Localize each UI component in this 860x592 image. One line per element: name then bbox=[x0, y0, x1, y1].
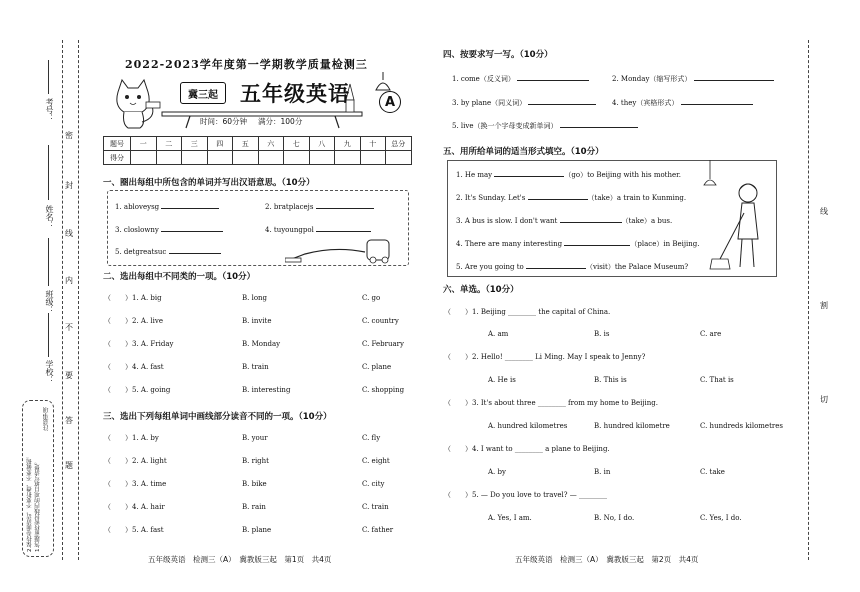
fold-text-7: 答 bbox=[65, 416, 73, 425]
score-input[interactable] bbox=[233, 151, 259, 165]
fold-text-3: 线 bbox=[65, 229, 73, 238]
s6-q5-c: C. Yes, I do. bbox=[700, 514, 742, 522]
score-cell: 总分 bbox=[386, 137, 412, 151]
s1-item-5: 5. detgreatsuc bbox=[115, 247, 221, 256]
s4-item-5: 5. live（换一个字母变成新单词） bbox=[452, 121, 638, 130]
score-cell: 十 bbox=[360, 137, 386, 151]
s3-item-4-b: B. rain bbox=[242, 503, 266, 511]
score-cell: 八 bbox=[309, 137, 335, 151]
answer-blank[interactable] bbox=[560, 121, 638, 128]
vacuum-illustration bbox=[285, 234, 405, 264]
s6-q2[interactable]: （ ）2. Hello! ________ Li Ming. May I speak to Jenny? bbox=[444, 353, 646, 361]
s2-item-4-b: B. train bbox=[242, 363, 269, 371]
notes-line-2: 2.保持卷面清洁，不要折叠、不要破损。 bbox=[27, 453, 33, 552]
notes-line-1: 1.答题前将密封线内的项目填写清楚。 bbox=[35, 458, 41, 552]
fold-text-2: 封 bbox=[65, 181, 73, 190]
s2-item-1-b: B. long bbox=[242, 294, 268, 302]
answer-blank[interactable] bbox=[494, 170, 564, 177]
answer-blank[interactable] bbox=[560, 216, 622, 223]
s5-item-5: 5. Are you going to （visit）the Palace Museum? bbox=[456, 263, 689, 271]
s3-item-3-c: C. city bbox=[362, 480, 385, 488]
score-input[interactable] bbox=[335, 151, 361, 165]
s1-item-2: 2. bratplacejs bbox=[265, 202, 374, 211]
answer-blank[interactable] bbox=[161, 202, 219, 209]
score-input[interactable] bbox=[258, 151, 284, 165]
s1-item-4: 4. tuyoungpol bbox=[265, 225, 371, 234]
s4-item-1: 1. come（反义词） bbox=[452, 74, 589, 83]
s2-item-1-a[interactable]: （ ）1. A. big bbox=[104, 294, 162, 302]
cut-text-3: 切 bbox=[820, 395, 828, 404]
s6-q1-c: C. are bbox=[700, 330, 722, 338]
section-3-title: 三、选出下列每组单词中画线部分读音不同的一项。（10分） bbox=[103, 412, 332, 422]
s2-item-2-b: B. invite bbox=[242, 317, 272, 325]
s5-item-2: 2. It's Sunday. Let's （take）a train to Kunming. bbox=[456, 194, 687, 202]
school-label: 学校： bbox=[45, 360, 54, 384]
s6-q4-b: B. in bbox=[594, 468, 611, 476]
notes-box bbox=[22, 400, 54, 557]
answer-blank[interactable] bbox=[564, 239, 630, 246]
fold-text-4: 内 bbox=[65, 276, 73, 285]
s2-item-4-a[interactable]: （ ）4. A. fast bbox=[104, 363, 164, 371]
s3-item-2-c: C. eight bbox=[362, 457, 390, 465]
s3-item-2-a[interactable]: （ ）2. A. light bbox=[104, 457, 167, 465]
answer-blank[interactable] bbox=[526, 262, 586, 269]
s3-item-4-c: C. train bbox=[362, 503, 389, 511]
fold-text-1: 密 bbox=[65, 131, 73, 140]
cut-line bbox=[808, 40, 809, 560]
s6-q2-b: B. This is bbox=[594, 376, 627, 384]
answer-blank[interactable] bbox=[528, 193, 588, 200]
score-table-score-row bbox=[104, 151, 412, 165]
s6-q5-a: A. Yes, I am. bbox=[488, 514, 532, 522]
score-input[interactable] bbox=[284, 151, 310, 165]
cat-illustration bbox=[108, 72, 163, 132]
subject-title: 五年级英语 bbox=[240, 82, 350, 106]
s6-q1-a: A. am bbox=[488, 330, 509, 338]
s2-item-3-b: B. Monday bbox=[242, 340, 281, 348]
fold-text-6: 要 bbox=[65, 371, 73, 380]
version-letter: A bbox=[384, 94, 396, 110]
s3-item-3-a[interactable]: （ ）3. A. time bbox=[104, 480, 167, 488]
section-4-title: 四、按要求写一写。（10分） bbox=[443, 50, 553, 60]
score-cell: 得分 bbox=[104, 151, 131, 165]
s6-q4-c: C. take bbox=[700, 468, 725, 476]
score-table-header-row bbox=[104, 137, 412, 151]
s4-item-4: 4. they（宾格形式） bbox=[612, 98, 753, 107]
section-2-title: 二、选出每组中不同类的一项。（10分） bbox=[103, 272, 256, 282]
edition-badge bbox=[180, 82, 226, 104]
exam-title: 2022-2023学年度第一学期教学质量检测三 bbox=[125, 58, 368, 71]
score-cell: 二 bbox=[156, 137, 182, 151]
answer-blank[interactable] bbox=[517, 74, 589, 81]
s6-q1-b: B. is bbox=[594, 330, 610, 338]
answer-blank[interactable] bbox=[169, 247, 221, 254]
section-5-title: 五、用所给单词的适当形式填空。（10分） bbox=[443, 147, 604, 157]
fold-line-inner bbox=[78, 40, 79, 560]
answer-blank[interactable] bbox=[694, 74, 774, 81]
score-table bbox=[103, 136, 412, 165]
s5-item-4: 4. There are many interesting （place）in Beijing. bbox=[456, 240, 700, 248]
s2-item-2-a[interactable]: （ ）2. A. live bbox=[104, 317, 163, 325]
s6-q4-a: A. by bbox=[488, 468, 506, 476]
answer-blank[interactable] bbox=[316, 202, 374, 209]
s3-item-1-b: B. your bbox=[242, 434, 268, 442]
s2-item-5-c: C. shopping bbox=[362, 386, 405, 394]
score-input[interactable] bbox=[360, 151, 386, 165]
section-1-title: 一、圈出每组中所包含的单词并写出汉语意思。（10分） bbox=[103, 178, 315, 188]
school-field[interactable] bbox=[48, 313, 49, 357]
exam-time: 时间：60分钟 bbox=[200, 117, 248, 126]
exam-number-label: 考号： bbox=[45, 98, 54, 122]
name-label: 姓名： bbox=[45, 205, 54, 229]
s3-item-5-a[interactable]: （ ）5. A. fast bbox=[104, 526, 164, 534]
s6-q2-c: C. That is bbox=[700, 376, 734, 384]
s6-q5[interactable]: （ ）5. — Do you love to travel? — ________ bbox=[444, 491, 607, 499]
score-cell: 三 bbox=[182, 137, 208, 151]
s6-q4[interactable]: （ ）4. I want to ________ a plane to Beijing. bbox=[444, 445, 610, 453]
s2-item-4-c: C. plane bbox=[362, 363, 392, 371]
edition-badge-text: 冀三起 bbox=[188, 89, 218, 101]
s5-item-3: 3. A bus is slow. I don't want （take）a bus. bbox=[456, 217, 673, 225]
class-label: 班级： bbox=[45, 290, 54, 314]
score-cell: 题号 bbox=[104, 137, 131, 151]
score-input[interactable] bbox=[386, 151, 412, 165]
s1-item-1: 1. abloveysg bbox=[115, 202, 219, 211]
s6-q3-c: C. hundreds kilometres bbox=[700, 422, 783, 430]
s2-item-5-a[interactable]: （ ）5. A. going bbox=[104, 386, 171, 394]
s6-q5-b: B. No, I do. bbox=[594, 514, 635, 522]
s3-item-2-b: B. right bbox=[242, 457, 269, 465]
answer-blank[interactable] bbox=[681, 98, 753, 105]
score-input[interactable] bbox=[131, 151, 157, 165]
s5-item-1: 1. He may （go）to Beijing with his mother. bbox=[456, 171, 681, 179]
girl-mopping-illustration bbox=[690, 155, 780, 275]
exam-number-field[interactable] bbox=[48, 60, 49, 94]
score-input[interactable] bbox=[207, 151, 233, 165]
sidebar bbox=[0, 0, 95, 592]
score-input[interactable] bbox=[309, 151, 335, 165]
s4-item-2: 2. Monday（缩写形式） bbox=[612, 74, 774, 83]
s6-q3-b: B. hundred kilometre bbox=[594, 422, 670, 430]
score-cell: 六 bbox=[258, 137, 284, 151]
s1-item-3: 3. closlowny bbox=[115, 225, 223, 234]
s2-item-1-c: C. go bbox=[362, 294, 381, 302]
s3-item-4-a[interactable]: （ ）4. A. hair bbox=[104, 503, 165, 511]
s3-item-5-c: C. father bbox=[362, 526, 394, 534]
s3-item-5-b: B. plane bbox=[242, 526, 272, 534]
score-input[interactable] bbox=[156, 151, 182, 165]
s6-q2-a: A. He is bbox=[488, 376, 516, 384]
s2-item-3-a[interactable]: （ ）3. A. Friday bbox=[104, 340, 174, 348]
footer-right: 五年级英语 检测三（A） 冀教版三起 第2页 共4页 bbox=[515, 555, 699, 564]
s6-q3[interactable]: （ ）3. It's about three ________ from my home to Beijing. bbox=[444, 399, 659, 407]
fold-text-5: 不 bbox=[65, 323, 73, 332]
s3-item-1-a[interactable]: （ ）1. A. by bbox=[104, 434, 159, 442]
s2-item-3-c: C. February bbox=[362, 340, 404, 348]
score-cell: 一 bbox=[131, 137, 157, 151]
score-cell: 四 bbox=[207, 137, 233, 151]
score-cell: 五 bbox=[233, 137, 259, 151]
class-field[interactable] bbox=[48, 238, 49, 286]
name-field[interactable] bbox=[48, 145, 49, 200]
score-cell: 九 bbox=[335, 137, 361, 151]
s3-item-1-c: C. fly bbox=[362, 434, 381, 442]
s2-item-5-b: B. interesting bbox=[242, 386, 291, 394]
s6-q3-a: A. hundred kilometres bbox=[488, 422, 568, 430]
section-6-title: 六、单选。（10分） bbox=[443, 285, 519, 295]
s3-item-3-b: B. bike bbox=[242, 480, 267, 488]
notes-title: 注意事项 bbox=[43, 407, 50, 431]
answer-blank[interactable] bbox=[316, 225, 371, 232]
full-score: 满分：100分 bbox=[258, 117, 303, 126]
footer-left: 五年级英语 检测三（A） 冀教版三起 第1页 共4页 bbox=[148, 555, 332, 564]
score-cell: 七 bbox=[284, 137, 310, 151]
fold-line-outer bbox=[62, 40, 63, 560]
s4-item-3: 3. by plane（同义词） bbox=[452, 98, 596, 107]
s6-q1[interactable]: （ ）1. Beijing ________ the capital of China. bbox=[444, 308, 611, 316]
answer-blank[interactable] bbox=[161, 225, 223, 232]
answer-blank[interactable] bbox=[528, 98, 596, 105]
cut-text-1: 线 bbox=[820, 207, 828, 216]
cut-text-2: 割 bbox=[820, 301, 828, 310]
version-badge bbox=[379, 91, 401, 113]
score-input[interactable] bbox=[182, 151, 208, 165]
fold-text-8: 题 bbox=[65, 461, 73, 470]
s2-item-2-c: C. country bbox=[362, 317, 399, 325]
